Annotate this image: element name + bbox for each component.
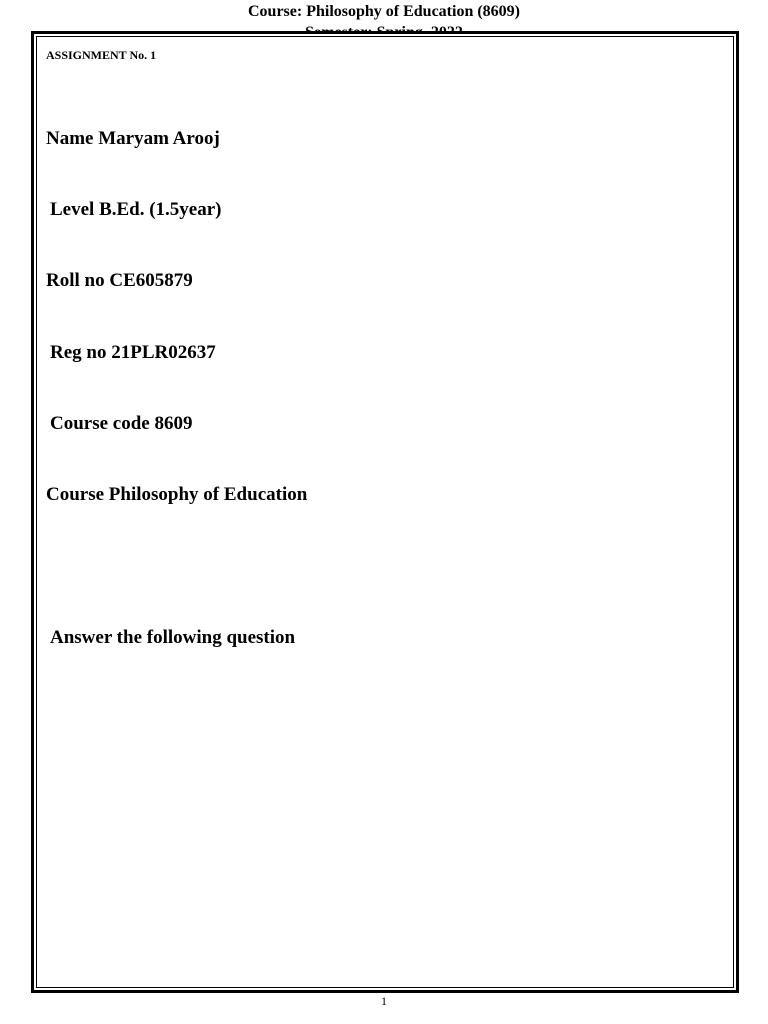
page-number: 1 [381,994,387,1008]
student-level: Level B.Ed. (1.5year) [50,199,222,220]
header-course-line: Course: Philosophy of Education (8609) [247,3,521,20]
course-code: Course code 8609 [50,413,193,434]
student-name: Name Maryam Arooj [46,128,220,149]
instruction-text: Answer the following question [50,627,296,648]
page-border-inner [36,36,734,988]
course-name: Course Philosophy of Education [46,484,308,505]
roll-number: Roll no CE605879 [46,270,193,291]
registration-number: Reg no 21PLR02637 [50,342,216,363]
assignment-label: ASSIGNMENT No. 1 [46,48,157,62]
page-border [31,31,739,993]
